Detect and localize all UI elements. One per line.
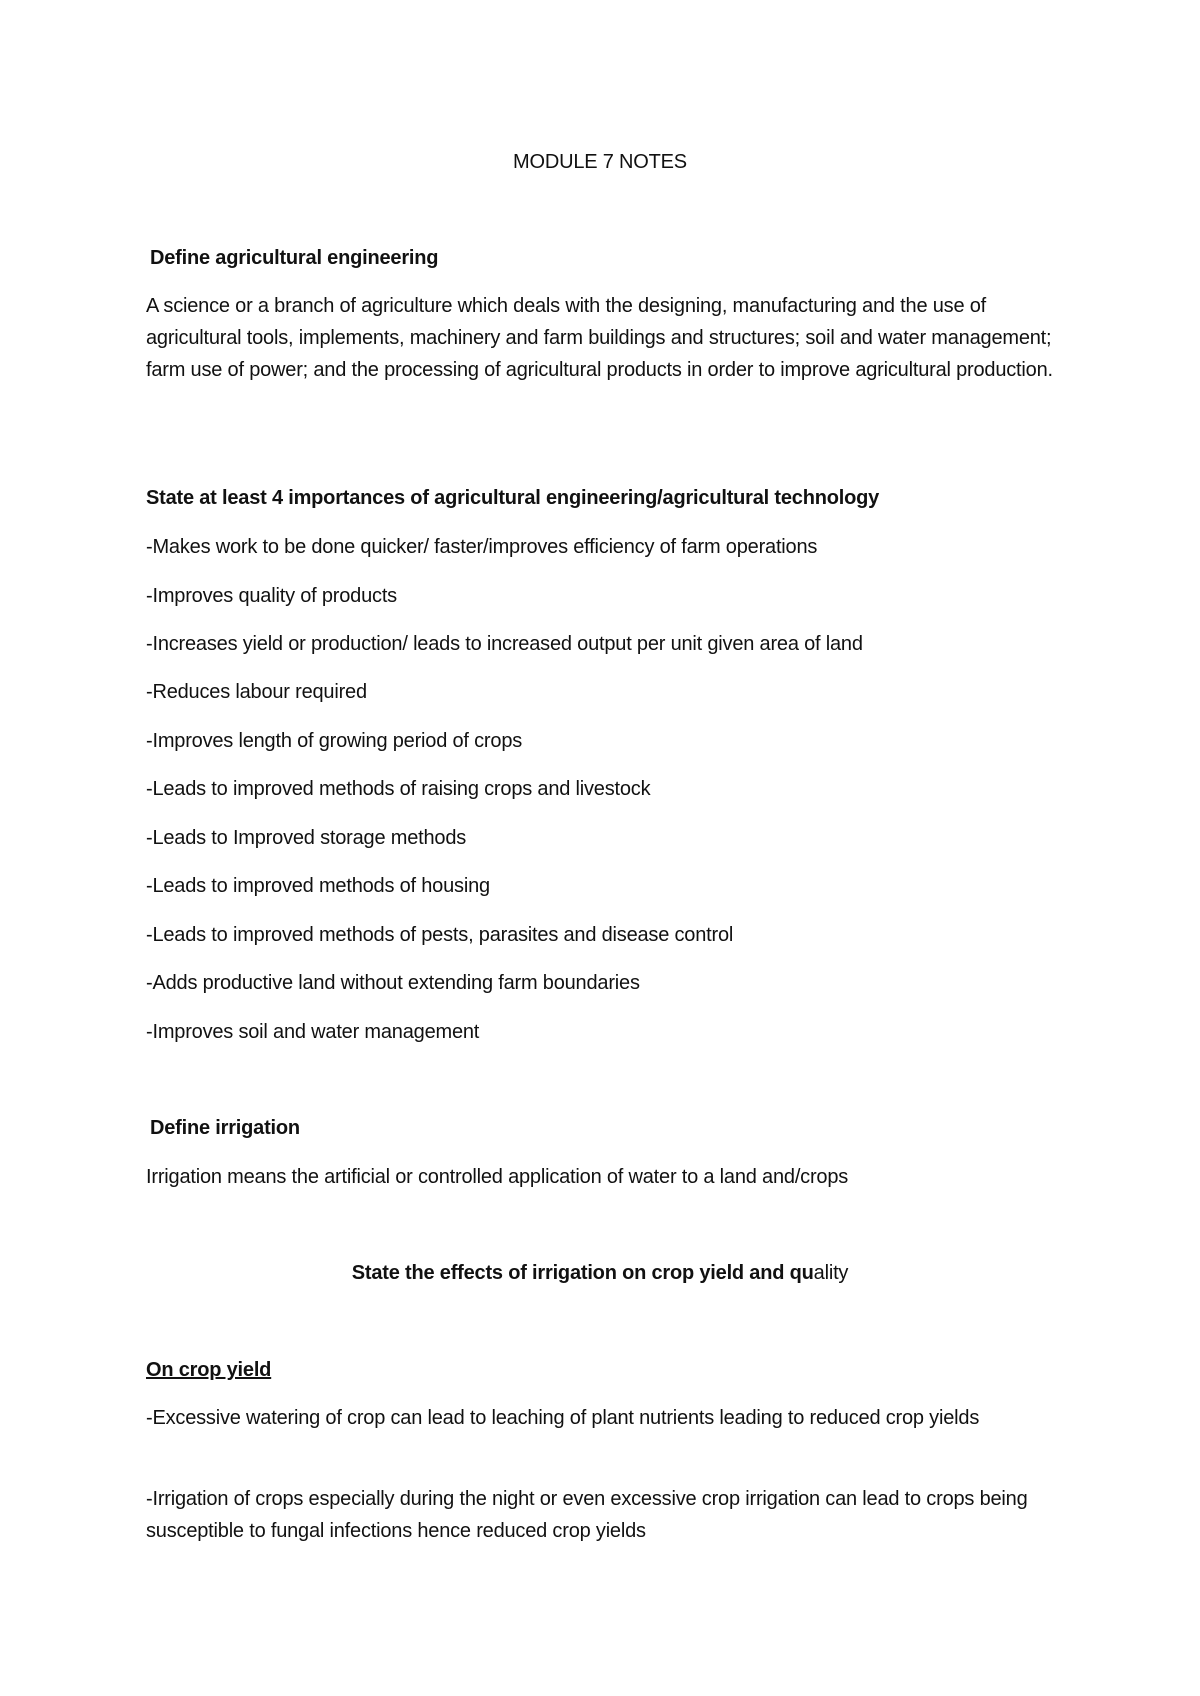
definition-irrigation: Irrigation means the artificial or controlled application of water to a land and/crops [146,1166,849,1188]
heading-effects-of-irrigation [0,1257,1200,1289]
heading-importances: State at least 4 importances of agricultural engineering/agricultural technology [146,487,880,509]
list-item: -Leads to improved methods of pests, parasites and disease control [146,924,734,946]
document-title: MODULE 7 NOTES [513,151,687,173]
list-item: -Improves length of growing period of crops [146,730,523,752]
list-item: -Reduces labour required [146,681,367,703]
list-item: -Excessive watering of crop can lead to leaching of plant nutrients leading to reduced crop yields [146,1407,980,1429]
heading-effects-normal-part: ality [813,1262,849,1284]
list-item: -Increases yield or production/ leads to increased output per unit given area of land [146,633,863,655]
heading-define-agricultural-engineering: Define agricultural engineering [150,247,439,269]
list-item: -Adds productive land without extending farm boundaries [146,972,640,994]
heading-effects-bold-part: State the effects of irrigation on crop yield and qu [351,1262,814,1284]
definition-agricultural-engineering: A science or a branch of agriculture which deals with the designing, manufacturing and the use of agricultural tools, implements, machinery and farm buildings and structures; soil and water management; farm use of power; and the processing of agricultural products in order to improve agricultural production. [146,295,1053,381]
list-item: -Leads to improved methods of housing [146,875,490,897]
list-item: -Improves quality of products [146,585,397,607]
list-item: -Leads to Improved storage methods [146,827,467,849]
heading-on-crop-yield: On crop yield [146,1359,272,1381]
list-item: -Improves soil and water management [146,1021,480,1043]
heading-define-irrigation: Define irrigation [150,1117,300,1139]
list-item: -Makes work to be done quicker/ faster/improves efficiency of farm operations [146,536,818,558]
list-item: -Irrigation of crops especially during the night or even excessive crop irrigation can lead to crops being susceptible to fungal infections hence reduced crop yields [146,1488,1028,1542]
list-item: -Leads to improved methods of raising crops and livestock [146,778,651,800]
